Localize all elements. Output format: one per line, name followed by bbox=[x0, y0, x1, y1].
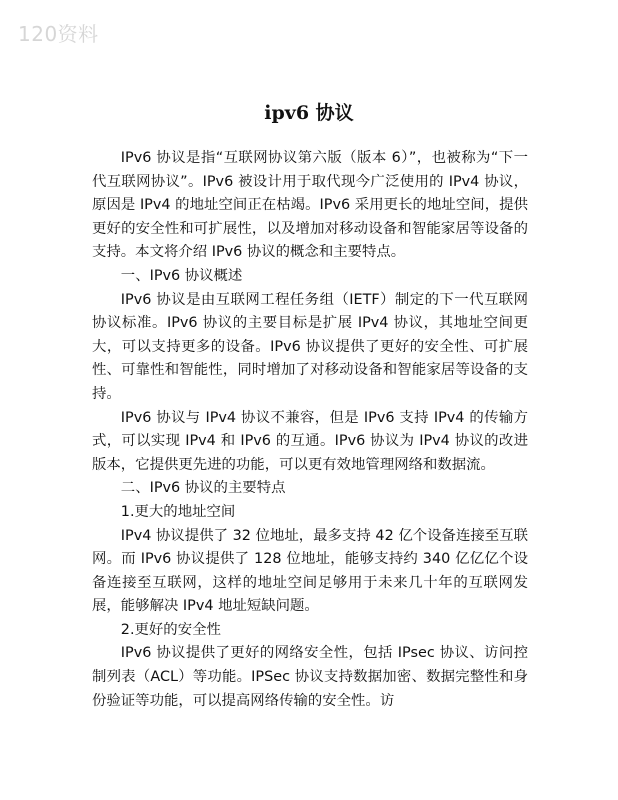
section-heading-overview: 一、IPv6 协议概述 bbox=[120, 267, 243, 284]
intro-paragraph: IPv6 协议是指“互联网协议第六版（版本 6）”，也被称为“下一代互联网协议”。IPv6 被设计用于取代现今广泛使用的 IPv4 协议，原因是 IPv4 的地址空间正在枯竭。IPv6 采用更长的地址空间，提供更好的安全性和可扩展性，以及增加对移动设备和智能家居等设备的支持。本文将介绍 IPv6 协议的概念和主要特点。 bbox=[92, 150, 528, 261]
section-heading-features: 二、IPv6 协议的主要特点 bbox=[120, 480, 286, 497]
address-space-paragraph: IPv4 协议提供了 32 位地址，最多支持 42 亿个设备连接至互联网。而 IPv6 协议提供了 128 位地址，能够支持约 340 亿亿亿个设备连接至互联网，这样的地址空间足够用于未来几十年的互联网发展，能够解决 IPv4 地址短缺问题。 bbox=[92, 527, 528, 615]
subheading-security: 2.更好的安全性 bbox=[120, 621, 221, 638]
document-title: ipv6 协议 bbox=[264, 102, 354, 124]
overview-paragraph: IPv6 协议是由互联网工程任务组（IETF）制定的下一代互联网协议标准。IPv6 协议的主要目标是扩展 IPv4 协议，其地址空间更大，可以支持更多的设备。IPv6 协议提供了更好的安全性、可扩展性、可靠性和智能性，同时增加了对移动设备和智能家居等设备的支持。 bbox=[92, 291, 528, 402]
compatibility-paragraph: IPv6 协议与 IPv4 协议不兼容，但是 IPv6 支持 IPv4 的传输方式，可以实现 IPv4 和 IPv6 的互通。IPv6 协议为 IPv4 协议的改进版本，它提供更先进的功能，可以更有效地管理网络和数据流。 bbox=[92, 409, 528, 473]
watermark: 120资料 bbox=[18, 22, 99, 46]
subheading-address-space: 1.更大的地址空间 bbox=[120, 503, 236, 520]
security-paragraph: IPv6 协议提供了更好的网络安全性，包括 IPsec 协议、访问控制列表（ACL）等功能。IPSec 协议支持数据加密、数据完整性和身份验证等功能，可以提高网络传输的安全性。访 bbox=[92, 645, 528, 709]
document-body bbox=[92, 147, 528, 713]
